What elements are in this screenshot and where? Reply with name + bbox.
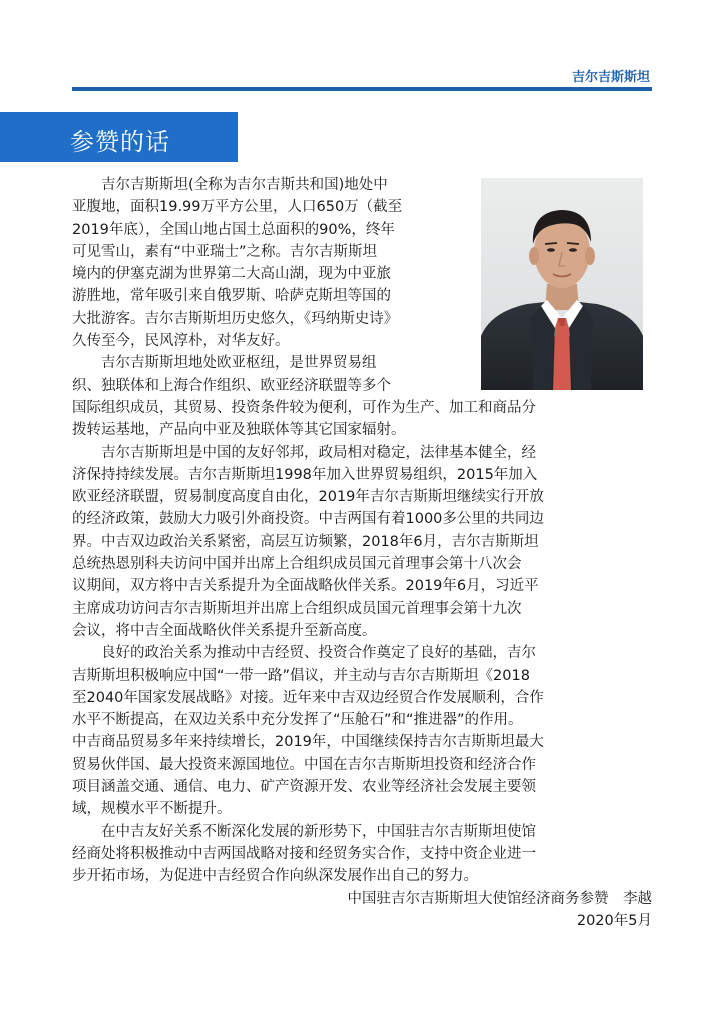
text-line: 织、独联体和上海合作组织、欧亚经济联盟等多个 [72,377,391,394]
text-line: 吉斯斯坦积极响应中国“一带一路”倡议，并主动与吉尔吉斯斯坦《2018 [72,667,530,684]
text-line: 吉尔吉斯斯坦(全称为吉尔吉斯共和国)地处中 [72,177,388,193]
text-line: 拨转运基地，产品向中亚及独联体等其它国家辐射。 [72,422,406,439]
text-line: 会议，将中吉全面战略伙伴关系提升至新高度。 [72,622,377,639]
text-line: 界。中吉双边政治关系紧密，高层互访频繁，2018年6月，吉尔吉斯斯坦 [72,533,539,550]
section-title: 参赞的话 [70,128,170,156]
signature: 中国驻吉尔吉斯斯坦大使馆经济商务参赞 李越 [347,890,652,907]
text-line: 的经济政策，鼓励大力吸引外商投资。中吉两国有着1000多公里的共同边 [72,511,544,528]
text-line: 亚腹地，面积19.99万平方公里，人口650万（截至 [72,199,403,216]
text-line: 主席成功访问吉尔吉斯斯坦并出席上合组织成员国元首理事会第十九次 [72,600,522,617]
text-line: 欧亚经济联盟，贸易制度高度自由化，2019年吉尔吉斯斯坦继续实行开放 [72,489,544,506]
text-line: 可见雪山，素有“中亚瑞士”之称。吉尔吉斯斯坦 [72,243,378,260]
text-line: 议期间，双方将中吉关系提升为全面战略伙伴关系。2019年6月，习近平 [72,578,539,595]
text-line: 至2040年国家发展战略》对接。近年来中吉双边经贸合作发展顺利，合作 [72,689,544,706]
text-line: 域，规模水平不断提升。 [72,801,232,818]
text-line: 良好的政治关系为推动中吉经贸、投资合作奠定了良好的基础，吉尔 [72,645,536,662]
text-line: 在中吉友好关系不断深化发展的新形势下，中国驻吉尔吉斯斯坦使馆 [72,823,536,840]
text-line: 2019年底），全国山地占国土总面积的90%，终年 [72,221,395,238]
text-line: 水平不断提高，在双边关系中充分发挥了“压舱石”和“推进器”的作用。 [72,712,523,729]
text-line: 境内的伊塞克湖为世界第二大高山湖，现为中亚旅 [72,266,391,283]
text-line: 贸易伙伴国、最大投资来源国地位。中国在吉尔吉斯斯坦投资和经济合作 [72,756,536,773]
text-line: 经商处将积极推动中吉两国战略对接和经贸务实合作，支持中资企业进一 [72,845,536,862]
text-line: 步开拓市场，为促进中吉经贸合作向纵深发展作出自己的努力。 [72,868,478,885]
text-line: 济保持持续发展。吉尔吉斯斯坦1998年加入世界贸易组织，2015年加入 [72,466,538,483]
text-line: 游胜地，常年吸引来自俄罗斯、哈萨克斯坦等国的 [72,288,391,305]
text-line: 项目涵盖交通、通信、电力、矿产资源开发、农业等经济社会发展主要领 [72,779,536,796]
date: 2020年5月 [576,912,652,929]
header-rule [72,87,652,91]
text-line: 总统热恩别科夫访问中国并出席上合组织成员国元首理事会第十八次会 [72,556,522,573]
section-banner [0,112,238,162]
text-line: 吉尔吉斯斯坦是中国的友好邻邦，政局相对稳定，法律基本健全，经 [72,444,536,461]
text-line: 久传至今，民风淳朴，对华友好。 [72,333,290,350]
article-body [72,174,652,932]
text-line: 中吉商品贸易多年来持续增长，2019年，中国继续保持吉尔吉斯斯坦最大 [72,734,544,751]
text-line: 大批游客。吉尔吉斯斯坦历史悠久，《玛纳斯史诗》 [72,310,399,327]
header-country-title: 吉尔吉斯斯坦 [571,70,650,85]
text-line: 国际组织成员，其贸易、投资条件较为便利，可作为生产、加工和商品分 [72,399,536,416]
text-line: 吉尔吉斯斯坦地处欧亚枢纽，是世界贸易组 [72,355,377,372]
